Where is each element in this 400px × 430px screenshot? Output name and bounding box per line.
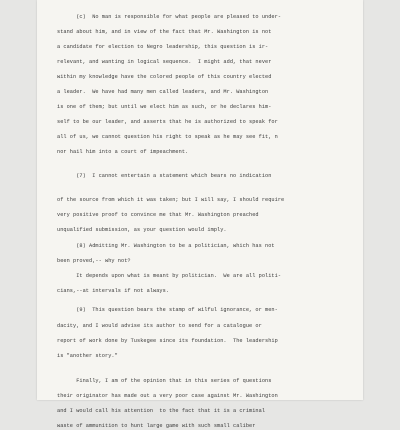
- text-line: been proved,-- why not?: [57, 258, 131, 264]
- text-line: stand about him, and in view of the fact that Mr. Washington is not: [57, 29, 272, 35]
- document-page: [37, 0, 363, 429]
- text-line: a leader. We have had many men called leaders, and Mr. Washington: [57, 89, 269, 95]
- text-line: dacity, and I would advise its author to send for a catalogue or: [57, 323, 262, 329]
- text-line: a candidate for election to Negro leadership, this question is ir-: [57, 44, 269, 50]
- text-line: cians,--at intervals if not always.: [57, 288, 170, 294]
- text-line: Finally, I am of the opinion that in this series of questions: [57, 378, 272, 384]
- text-line: and I would call his attention to the fact that it is a criminal: [57, 408, 266, 414]
- text-line: (c) No man is responsible for what people are pleased to under-: [57, 14, 282, 20]
- text-line: report of work done by Tuskegee since its foundation. The leadership: [57, 338, 278, 344]
- text-line: relevant, and wanting in logical sequence. I might add, that never: [57, 59, 272, 65]
- text-line: unqualified submission, as your question would imply.: [57, 227, 227, 233]
- text-line: self to be our leader, and asserts that he is authorized to speak for: [57, 119, 278, 125]
- text-line: within my knowledge have the colored people of this country elected: [57, 74, 272, 80]
- text-line: (8) Admitting Mr. Washington to be a politician, which has not: [57, 243, 275, 249]
- text-line: nor hail him into a court of impeachment.: [57, 149, 189, 155]
- text-line: is "another story.": [57, 353, 118, 359]
- text-line: is one of them; but until we elect him as such, or he declares him-: [57, 104, 272, 110]
- text-line: very positive proof to convince me that Mr. Washington preached: [57, 212, 259, 218]
- text-line: waste of ammunition to hunt large game with such small caliber: [57, 423, 256, 429]
- text-line: of the source from which it was taken; but I will say, I should require: [57, 197, 285, 203]
- text-line: It depends upon what is meant by politician. We are all politi-: [57, 273, 282, 279]
- text-line: (9) This question bears the stamp of wilful ignorance, or men-: [57, 307, 278, 313]
- text-line: their originator has made out a very poor case against Mr. Washington: [57, 393, 278, 399]
- text-line: (7) I cannot entertain a statement which bears no indication: [57, 173, 272, 179]
- text-line: all of us, we cannot question his right to speak as he may see fit, n: [57, 134, 278, 140]
